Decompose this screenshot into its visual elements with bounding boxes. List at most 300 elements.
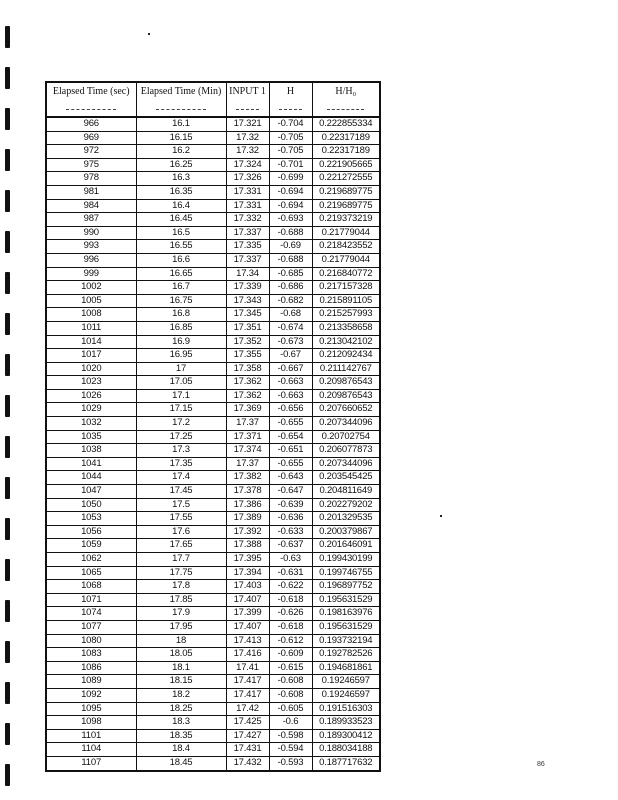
h-ratio-cell: 0.199746755	[312, 566, 380, 580]
elapsed-sec-cell: 1071	[46, 593, 136, 607]
h-ratio-cell: 0.209876543	[312, 376, 380, 390]
h-cell: -0.673	[269, 335, 312, 349]
table-row	[46, 675, 380, 689]
binder-hole-mark	[5, 600, 10, 622]
elapsed-sec-cell: 999	[46, 267, 136, 281]
table-row	[46, 226, 380, 240]
binder-hole-mark	[5, 313, 10, 335]
h-cell: -0.68	[269, 308, 312, 322]
h-cell: -0.636	[269, 512, 312, 526]
h-cell: -0.655	[269, 457, 312, 471]
elapsed-sec-cell: 1089	[46, 675, 136, 689]
column-header-label: H/H₀	[335, 86, 357, 97]
binder-hole-mark	[5, 149, 10, 171]
elapsed-sec-cell: 1032	[46, 417, 136, 431]
elapsed-sec-cell: 1080	[46, 634, 136, 648]
input-1-cell: 17.382	[226, 471, 269, 485]
h-ratio-cell: 0.221272555	[312, 172, 380, 186]
h-cell: -0.704	[269, 117, 312, 131]
input-1-cell: 17.321	[226, 117, 269, 131]
input-1-cell: 17.399	[226, 607, 269, 621]
elapsed-min-cell: 17.15	[136, 403, 226, 417]
table-row	[46, 716, 380, 730]
h-cell: -0.663	[269, 376, 312, 390]
elapsed-min-cell: 17.25	[136, 430, 226, 444]
h-cell: -0.655	[269, 417, 312, 431]
binder-hole-mark	[5, 436, 10, 458]
table-row	[46, 756, 380, 770]
input-1-cell: 17.374	[226, 444, 269, 458]
table-row	[46, 743, 380, 757]
elapsed-min-cell: 17.2	[136, 417, 226, 431]
h-cell: -0.705	[269, 131, 312, 145]
table-row	[46, 539, 380, 553]
page-number: 86	[537, 761, 545, 768]
elapsed-sec-cell: 993	[46, 240, 136, 254]
column-header-label: Elapsed Time (Min)	[140, 86, 222, 97]
table-row	[46, 512, 380, 526]
elapsed-min-cell: 17.9	[136, 607, 226, 621]
scan-speck	[440, 515, 442, 517]
h-cell: -0.605	[269, 702, 312, 716]
elapsed-min-cell: 18.25	[136, 702, 226, 716]
elapsed-sec-cell: 1017	[46, 349, 136, 363]
h-cell: -0.688	[269, 226, 312, 240]
h-ratio-cell: 0.19246597	[312, 688, 380, 702]
input-1-cell: 17.362	[226, 376, 269, 390]
h-cell: -0.618	[269, 620, 312, 634]
h-cell: -0.647	[269, 485, 312, 499]
elapsed-min-cell: 18.15	[136, 675, 226, 689]
h-cell: -0.663	[269, 389, 312, 403]
elapsed-sec-cell: 990	[46, 226, 136, 240]
input-1-cell: 17.331	[226, 185, 269, 199]
table-row	[46, 702, 380, 716]
input-1-cell: 17.41	[226, 661, 269, 675]
h-ratio-cell: 0.213042102	[312, 335, 380, 349]
binder-hole-mark	[5, 190, 10, 212]
h-ratio-cell: 0.195631529	[312, 593, 380, 607]
h-cell: -0.608	[269, 675, 312, 689]
table-row	[46, 213, 380, 227]
column-header-h	[269, 82, 312, 117]
elapsed-sec-cell: 984	[46, 199, 136, 213]
elapsed-min-cell: 16.35	[136, 185, 226, 199]
elapsed-sec-cell: 1053	[46, 512, 136, 526]
h-ratio-cell: 0.203545425	[312, 471, 380, 485]
column-header-elapsed-sec	[46, 82, 136, 117]
elapsed-sec-cell: 1065	[46, 566, 136, 580]
elapsed-min-cell: 17.85	[136, 593, 226, 607]
elapsed-sec-cell: 969	[46, 131, 136, 145]
elapsed-min-cell: 16.8	[136, 308, 226, 322]
elapsed-min-cell: 16.25	[136, 158, 226, 172]
column-header-elapsed-min	[136, 82, 226, 117]
table-row	[46, 267, 380, 281]
h-ratio-cell: 0.192782526	[312, 648, 380, 662]
elapsed-sec-cell: 1023	[46, 376, 136, 390]
elapsed-sec-cell: 1020	[46, 362, 136, 376]
elapsed-min-cell: 18.2	[136, 688, 226, 702]
elapsed-min-cell: 17.45	[136, 485, 226, 499]
elapsed-min-cell: 17.4	[136, 471, 226, 485]
elapsed-sec-cell: 1050	[46, 498, 136, 512]
elapsed-min-cell: 18.3	[136, 716, 226, 730]
binder-hole-mark	[5, 395, 10, 417]
h-cell: -0.615	[269, 661, 312, 675]
elapsed-min-cell: 16.75	[136, 294, 226, 308]
table-row	[46, 145, 380, 159]
h-cell: -0.643	[269, 471, 312, 485]
input-1-cell: 17.32	[226, 145, 269, 159]
h-ratio-cell: 0.206077873	[312, 444, 380, 458]
table-row	[46, 498, 380, 512]
elapsed-sec-cell: 1098	[46, 716, 136, 730]
input-1-cell: 17.394	[226, 566, 269, 580]
h-ratio-cell: 0.207660652	[312, 403, 380, 417]
table-row	[46, 308, 380, 322]
h-ratio-cell: 0.191516303	[312, 702, 380, 716]
table-row	[46, 648, 380, 662]
table-row	[46, 729, 380, 743]
h-cell: -0.69	[269, 240, 312, 254]
table-row	[46, 240, 380, 254]
h-cell: -0.667	[269, 362, 312, 376]
elapsed-min-cell: 16.7	[136, 281, 226, 295]
elapsed-min-cell: 18.45	[136, 756, 226, 770]
elapsed-min-cell: 18	[136, 634, 226, 648]
table-row	[46, 376, 380, 390]
input-1-cell: 17.37	[226, 457, 269, 471]
binder-hole-mark	[5, 354, 10, 376]
input-1-cell: 17.326	[226, 172, 269, 186]
h-ratio-cell: 0.213358658	[312, 321, 380, 335]
elapsed-min-cell: 17.7	[136, 553, 226, 567]
h-ratio-cell: 0.218423552	[312, 240, 380, 254]
h-ratio-cell: 0.19246597	[312, 675, 380, 689]
elapsed-min-cell: 18.1	[136, 661, 226, 675]
elapsed-min-cell: 16.6	[136, 253, 226, 267]
h-cell: -0.612	[269, 634, 312, 648]
table-row	[46, 172, 380, 186]
elapsed-sec-cell: 1104	[46, 743, 136, 757]
h-ratio-cell: 0.194681861	[312, 661, 380, 675]
h-cell: -0.701	[269, 158, 312, 172]
table-row	[46, 253, 380, 267]
input-1-cell: 17.358	[226, 362, 269, 376]
h-ratio-cell: 0.189933523	[312, 716, 380, 730]
binder-hole-mark	[5, 272, 10, 294]
h-cell: -0.654	[269, 430, 312, 444]
input-1-cell: 17.371	[226, 430, 269, 444]
h-ratio-cell: 0.201329535	[312, 512, 380, 526]
elapsed-sec-cell: 1074	[46, 607, 136, 621]
h-cell: -0.686	[269, 281, 312, 295]
elapsed-sec-cell: 1047	[46, 485, 136, 499]
h-ratio-cell: 0.209876543	[312, 389, 380, 403]
column-header-label: H	[286, 86, 295, 97]
h-cell: -0.685	[269, 267, 312, 281]
elapsed-min-cell: 16.15	[136, 131, 226, 145]
h-cell: -0.594	[269, 743, 312, 757]
h-cell: -0.682	[269, 294, 312, 308]
h-cell: -0.63	[269, 553, 312, 567]
elapsed-min-cell: 16.5	[136, 226, 226, 240]
input-1-cell: 17.427	[226, 729, 269, 743]
table-row	[46, 607, 380, 621]
table-row	[46, 158, 380, 172]
input-1-cell: 17.331	[226, 199, 269, 213]
input-1-cell: 17.389	[226, 512, 269, 526]
table-row	[46, 281, 380, 295]
h-ratio-cell: 0.207344096	[312, 457, 380, 471]
input-1-cell: 17.369	[226, 403, 269, 417]
elapsed-min-cell: 17.3	[136, 444, 226, 458]
h-ratio-cell: 0.195631529	[312, 620, 380, 634]
binder-hole-mark	[5, 764, 10, 786]
h-ratio-cell: 0.212092434	[312, 349, 380, 363]
elapsed-min-cell: 16.65	[136, 267, 226, 281]
column-header-input-1	[226, 82, 269, 117]
elapsed-sec-cell: 1056	[46, 525, 136, 539]
h-ratio-cell: 0.202279202	[312, 498, 380, 512]
elapsed-sec-cell: 1041	[46, 457, 136, 471]
input-1-cell: 17.417	[226, 688, 269, 702]
elapsed-min-cell: 17.1	[136, 389, 226, 403]
input-1-cell: 17.352	[226, 335, 269, 349]
h-ratio-cell: 0.22317189	[312, 145, 380, 159]
table-row	[46, 335, 380, 349]
elapsed-min-cell: 16.3	[136, 172, 226, 186]
table-row	[46, 580, 380, 594]
binder-hole-mark	[5, 682, 10, 704]
elapsed-sec-cell: 1083	[46, 648, 136, 662]
h-ratio-cell: 0.217157328	[312, 281, 380, 295]
input-1-cell: 17.425	[226, 716, 269, 730]
binder-hole-mark	[5, 108, 10, 130]
input-1-cell: 17.332	[226, 213, 269, 227]
h-cell: -0.626	[269, 607, 312, 621]
input-1-cell: 17.417	[226, 675, 269, 689]
elapsed-sec-cell: 1026	[46, 389, 136, 403]
elapsed-min-cell: 16.85	[136, 321, 226, 335]
elapsed-sec-cell: 1068	[46, 580, 136, 594]
input-1-cell: 17.395	[226, 553, 269, 567]
elapsed-min-cell: 18.35	[136, 729, 226, 743]
input-1-cell: 17.407	[226, 620, 269, 634]
elapsed-sec-cell: 1008	[46, 308, 136, 322]
elapsed-sec-cell: 1005	[46, 294, 136, 308]
table-row	[46, 444, 380, 458]
h-cell: -0.688	[269, 253, 312, 267]
input-1-cell: 17.407	[226, 593, 269, 607]
elapsed-min-cell: 17.95	[136, 620, 226, 634]
table-row	[46, 553, 380, 567]
table-row	[46, 294, 380, 308]
table-row	[46, 430, 380, 444]
table-row	[46, 417, 380, 431]
table-row	[46, 634, 380, 648]
elapsed-sec-cell: 1044	[46, 471, 136, 485]
h-ratio-cell: 0.219373219	[312, 213, 380, 227]
h-ratio-cell: 0.187717632	[312, 756, 380, 770]
elapsed-sec-cell: 966	[46, 117, 136, 131]
input-1-cell: 17.403	[226, 580, 269, 594]
h-cell: -0.609	[269, 648, 312, 662]
elapsed-min-cell: 18.05	[136, 648, 226, 662]
binder-hole-mark	[5, 26, 10, 48]
table-row	[46, 349, 380, 363]
h-cell: -0.694	[269, 199, 312, 213]
elapsed-min-cell: 16.55	[136, 240, 226, 254]
table-row	[46, 117, 380, 131]
h-ratio-cell: 0.189300412	[312, 729, 380, 743]
input-1-cell: 17.362	[226, 389, 269, 403]
h-cell: -0.593	[269, 756, 312, 770]
input-1-cell: 17.335	[226, 240, 269, 254]
input-1-cell: 17.386	[226, 498, 269, 512]
input-1-cell: 17.413	[226, 634, 269, 648]
h-ratio-cell: 0.201646091	[312, 539, 380, 553]
table-header-row	[46, 82, 380, 117]
elapsed-sec-cell: 987	[46, 213, 136, 227]
h-ratio-cell: 0.21779044	[312, 253, 380, 267]
h-ratio-cell: 0.222855334	[312, 117, 380, 131]
elapsed-min-cell: 16.4	[136, 199, 226, 213]
table-row	[46, 321, 380, 335]
column-header-label: Elapsed Time (sec)	[52, 86, 130, 97]
input-1-cell: 17.345	[226, 308, 269, 322]
elapsed-sec-cell: 1062	[46, 553, 136, 567]
input-1-cell: 17.337	[226, 253, 269, 267]
h-ratio-cell: 0.219689775	[312, 199, 380, 213]
elapsed-sec-cell: 1002	[46, 281, 136, 295]
binder-hole-mark	[5, 67, 10, 89]
table-row	[46, 471, 380, 485]
table-row	[46, 688, 380, 702]
elapsed-sec-cell: 1011	[46, 321, 136, 335]
table-row	[46, 661, 380, 675]
elapsed-min-cell: 16.1	[136, 117, 226, 131]
input-1-cell: 17.337	[226, 226, 269, 240]
table-row	[46, 403, 380, 417]
binder-hole-mark	[5, 559, 10, 581]
h-ratio-cell: 0.196897752	[312, 580, 380, 594]
elapsed-sec-cell: 1059	[46, 539, 136, 553]
table-row	[46, 131, 380, 145]
elapsed-sec-cell: 1014	[46, 335, 136, 349]
h-cell: -0.633	[269, 525, 312, 539]
h-ratio-cell: 0.193732194	[312, 634, 380, 648]
h-ratio-cell: 0.188034188	[312, 743, 380, 757]
elapsed-sec-cell: 975	[46, 158, 136, 172]
table-row	[46, 199, 380, 213]
elapsed-sec-cell: 978	[46, 172, 136, 186]
elapsed-min-cell: 17.65	[136, 539, 226, 553]
input-1-cell: 17.343	[226, 294, 269, 308]
elapsed-sec-cell: 1107	[46, 756, 136, 770]
input-1-cell: 17.351	[226, 321, 269, 335]
table-row	[46, 485, 380, 499]
h-cell: -0.622	[269, 580, 312, 594]
elapsed-sec-cell: 1077	[46, 620, 136, 634]
table-row	[46, 525, 380, 539]
h-ratio-cell: 0.215891105	[312, 294, 380, 308]
elapsed-min-cell: 16.2	[136, 145, 226, 159]
h-cell: -0.651	[269, 444, 312, 458]
elapsed-sec-cell: 972	[46, 145, 136, 159]
input-1-cell: 17.37	[226, 417, 269, 431]
h-ratio-cell: 0.20702754	[312, 430, 380, 444]
h-ratio-cell: 0.22317189	[312, 131, 380, 145]
input-1-cell: 17.32	[226, 131, 269, 145]
h-cell: -0.639	[269, 498, 312, 512]
table-row	[46, 593, 380, 607]
elapsed-sec-cell: 981	[46, 185, 136, 199]
h-ratio-cell: 0.200379867	[312, 525, 380, 539]
elapsed-min-cell: 18.4	[136, 743, 226, 757]
elapsed-min-cell: 16.95	[136, 349, 226, 363]
table-row	[46, 457, 380, 471]
elapsed-min-cell: 17.55	[136, 512, 226, 526]
h-cell: -0.705	[269, 145, 312, 159]
elapsed-sec-cell: 1038	[46, 444, 136, 458]
elapsed-min-cell: 17.75	[136, 566, 226, 580]
elapsed-min-cell: 17	[136, 362, 226, 376]
table-row	[46, 185, 380, 199]
scan-speck	[148, 33, 150, 35]
h-cell: -0.67	[269, 349, 312, 363]
input-1-cell: 17.431	[226, 743, 269, 757]
h-cell: -0.598	[269, 729, 312, 743]
table-row	[46, 389, 380, 403]
elapsed-sec-cell: 1092	[46, 688, 136, 702]
h-ratio-cell: 0.21779044	[312, 226, 380, 240]
h-cell: -0.618	[269, 593, 312, 607]
h-cell: -0.656	[269, 403, 312, 417]
elapsed-min-cell: 17.5	[136, 498, 226, 512]
h-ratio-cell: 0.207344096	[312, 417, 380, 431]
binder-hole-mark	[5, 518, 10, 540]
h-ratio-cell: 0.211142767	[312, 362, 380, 376]
input-1-cell: 17.388	[226, 539, 269, 553]
input-1-cell: 17.324	[226, 158, 269, 172]
data-table	[45, 81, 381, 772]
h-cell: -0.631	[269, 566, 312, 580]
binder-hole-mark	[5, 723, 10, 745]
elapsed-sec-cell: 996	[46, 253, 136, 267]
h-ratio-cell: 0.221905665	[312, 158, 380, 172]
elapsed-min-cell: 17.05	[136, 376, 226, 390]
table-row	[46, 362, 380, 376]
table-row	[46, 566, 380, 580]
elapsed-sec-cell: 1086	[46, 661, 136, 675]
h-cell: -0.637	[269, 539, 312, 553]
h-ratio-cell: 0.204811649	[312, 485, 380, 499]
elapsed-min-cell: 17.6	[136, 525, 226, 539]
input-1-cell: 17.432	[226, 756, 269, 770]
h-cell: -0.693	[269, 213, 312, 227]
binder-hole-mark	[5, 477, 10, 499]
column-header-h-ratio	[312, 82, 380, 117]
input-1-cell: 17.392	[226, 525, 269, 539]
h-cell: -0.674	[269, 321, 312, 335]
h-ratio-cell: 0.199430199	[312, 553, 380, 567]
h-ratio-cell: 0.219689775	[312, 185, 380, 199]
input-1-cell: 17.339	[226, 281, 269, 295]
input-1-cell: 17.355	[226, 349, 269, 363]
elapsed-min-cell: 16.45	[136, 213, 226, 227]
